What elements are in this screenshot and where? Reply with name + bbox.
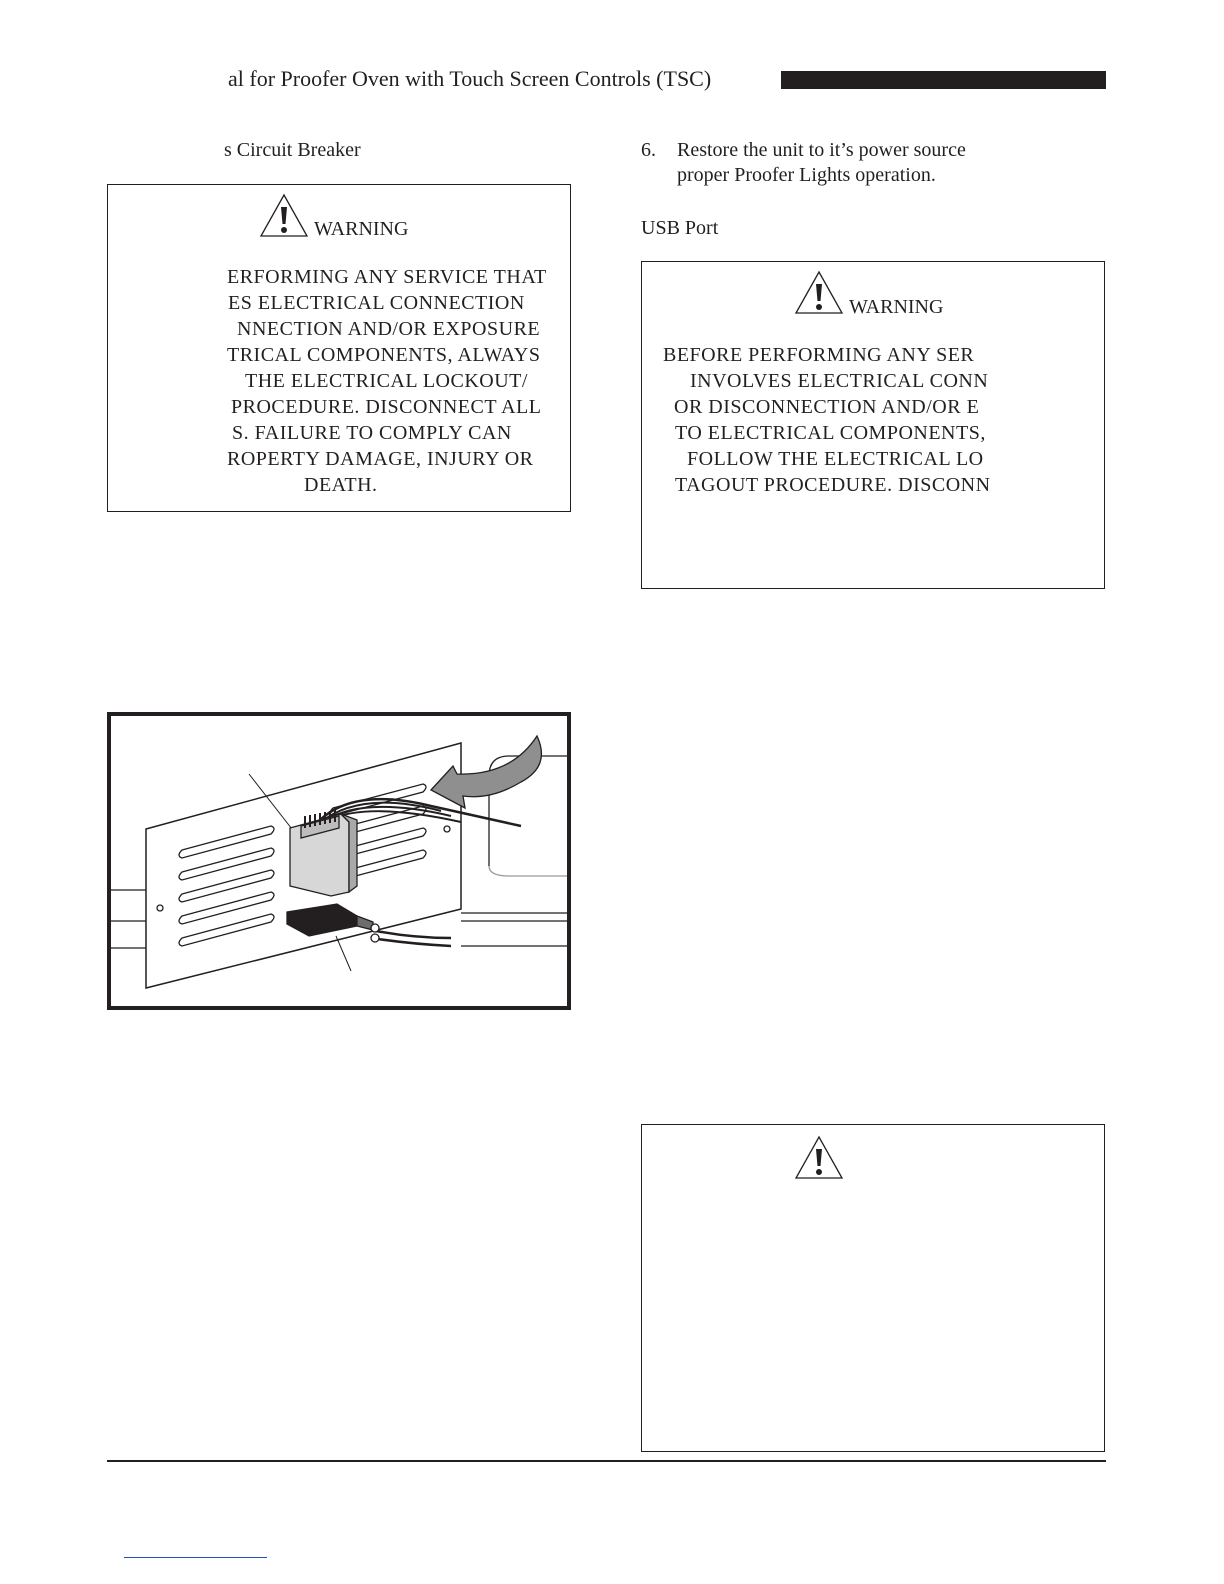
warning-line: S. FAILURE TO COMPLY CAN: [232, 422, 512, 444]
step-number: 6.: [641, 139, 656, 161]
warning-line: TAGOUT PROCEDURE. DISCONN: [675, 474, 991, 496]
section-heading-usb-port: USB Port: [641, 217, 719, 239]
header-title: al for Proofer Oven with Touch Screen Controls (TSC): [228, 66, 712, 91]
warning-line: DEATH.: [304, 474, 378, 496]
warning-label: WARNING: [314, 218, 409, 240]
warning-line: ROPERTY DAMAGE, INJURY OR: [227, 448, 534, 470]
connector-diagram-illustration: [111, 716, 567, 1006]
warning-line: TO ELECTRICAL COMPONENTS,: [675, 422, 986, 444]
warning-label: WARNING: [849, 296, 944, 318]
warning-box-right: [641, 261, 1105, 589]
warning-triangle-icon: [259, 193, 309, 239]
footer-link-underline[interactable]: [124, 1557, 267, 1558]
warning-line: ES ELECTRICAL CONNECTION: [228, 292, 525, 314]
warning-line: ERFORMING ANY SERVICE THAT: [227, 266, 547, 288]
step-text-line2: proper Proofer Lights operation.: [677, 164, 936, 186]
warning-line: INVOLVES ELECTRICAL CONN: [690, 370, 989, 392]
warning-line: BEFORE PERFORMING ANY SER: [663, 344, 975, 366]
header-bar: [781, 71, 1106, 89]
footer-rule: [107, 1460, 1106, 1462]
warning-triangle-icon: [794, 270, 844, 316]
warning-line: TRICAL COMPONENTS, ALWAYS: [227, 344, 541, 366]
warning-line: OR DISCONNECTION AND/OR E: [674, 396, 980, 418]
warning-line: FOLLOW THE ELECTRICAL LO: [687, 448, 984, 470]
caution-box-right: [641, 1124, 1105, 1452]
warning-line: THE ELECTRICAL LOCKOUT/: [245, 370, 528, 392]
step-text-line1: Restore the unit to it’s power source: [677, 139, 966, 161]
warning-line: PROCEDURE. DISCONNECT ALL: [231, 396, 542, 418]
warning-line: NNECTION AND/OR EXPOSURE: [237, 318, 541, 340]
section-heading-circuit-breaker: s Circuit Breaker: [224, 139, 361, 161]
warning-box-left: [107, 184, 571, 512]
warning-triangle-icon: [794, 1135, 844, 1181]
connector-figure: [107, 712, 571, 1010]
